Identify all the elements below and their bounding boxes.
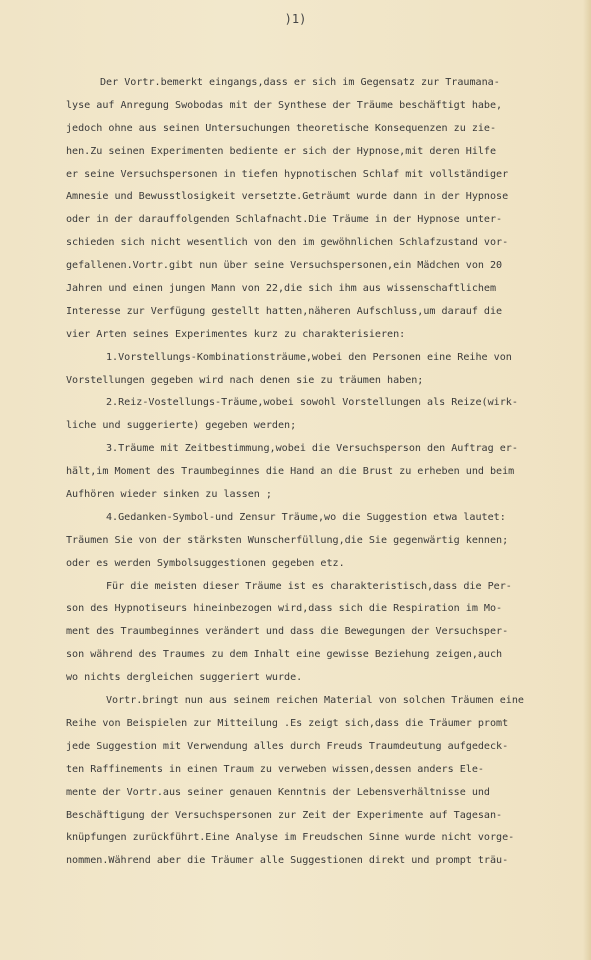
text-line: Der Vortr.bemerkt eingangs,dass er sich im Gegensatz zur Traumana-	[100, 77, 500, 88]
text-line: lyse auf Anregung Swobodas mit der Synthese der Träume beschäftigt habe,	[66, 99, 503, 111]
text-line: Vortr.bringt nun aus seinem reichen Material von solchen Träumen eine	[106, 695, 524, 707]
text-line: Reihe von Beispielen zur Mitteilung .Es zeigt sich,dass die Träumer promt	[66, 717, 509, 729]
paper-edge	[583, 0, 591, 960]
text-line: 2.Reiz-Vostellungs-Träume,wobei sowohl Vorstellungen als Reize(wirk-	[106, 397, 518, 409]
text-line: wo nichts dergleichen suggeriert wurde.	[66, 672, 303, 684]
text-line: hen.Zu seinen Experimenten bediente er sich der Hypnose,mit deren Hilfe	[66, 145, 497, 157]
text-line: vier Arten seines Experimentes kurz zu charakterisieren:	[66, 328, 406, 340]
page-number: )1)	[284, 12, 307, 26]
text-line: son des Hypnotiseurs hineinbezogen wird,dass sich die Respiration im Mo-	[66, 603, 503, 615]
text-line: er seine Versuchspersonen in tiefen hypnotischen Schlaf mit vollständiger	[66, 168, 509, 180]
text-line: Aufhören wieder sinken zu lassen ;	[66, 489, 272, 501]
text-line: son während des Traumes zu dem Inhalt eine gewisse Beziehung zeigen,auch	[66, 649, 503, 661]
text-line: knüpfungen zurückführt.Eine Analyse im Freudschen Sinne wurde nicht vorge-	[66, 832, 515, 844]
text-line: 1.Vorstellungs-Kombinationsträume,wobei den Personen eine Reihe von	[106, 351, 512, 363]
text-line: Träumen Sie von der stärksten Wunscherfüllung,die Sie gegenwärtig kennen;	[66, 534, 509, 546]
text-line: 3.Träume mit Zeitbestimmung,wobei die Versuchsperson den Auftrag er-	[106, 443, 518, 455]
text-line: jedoch ohne aus seinen Untersuchungen theoretische Konsequenzen zu zie-	[66, 122, 497, 134]
text-line: liche und suggerierte) gegeben werden;	[66, 420, 297, 432]
text-line: Für die meisten dieser Träume ist es charakteristisch,dass die Per-	[106, 580, 512, 592]
body-text	[66, 72, 584, 873]
text-line: 4.Gedanken-Symbol-und Zensur Träume,wo die Suggestion etwa lautet:	[106, 511, 506, 523]
text-line: oder es werden Symbolsuggestionen gegeben etz.	[66, 557, 345, 569]
text-line: nommen.Während aber die Träumer alle Suggestionen direkt und prompt träu-	[66, 855, 509, 867]
text-line: Vorstellungen gegeben wird nach denen sie zu träumen haben;	[66, 374, 424, 386]
text-line: oder in der darauffolgenden Schlafnacht.Die Träume in der Hypnose unter-	[66, 214, 503, 226]
text-line: Interesse zur Verfügung gestellt hatten,näheren Aufschluss,um darauf die	[66, 305, 503, 317]
text-line: Amnesie und Bewusstlosigkeit versetzte.Geträumt wurde dann in der Hypnose	[66, 191, 509, 203]
text-line: gefallenen.Vortr.gibt nun über seine Versuchspersonen,ein Mädchen von 20	[66, 260, 503, 272]
text-line: ment des Traumbeginnes verändert und dass die Bewegungen der Versuchsper-	[66, 626, 509, 638]
text-line: schieden sich nicht wesentlich von den im gewöhnlichen Schlafzustand vor-	[66, 237, 509, 249]
text-line: Jahren und einen jungen Mann von 22,die sich ihm aus wissenschaftlichem	[66, 283, 497, 295]
text-line: jede Suggestion mit Verwendung alles durch Freuds Traumdeutung aufgedeck-	[66, 740, 509, 752]
text-line: Beschäftigung der Versuchspersonen zur Zeit der Experimente auf Tagesan-	[66, 809, 503, 821]
text-line: hält,im Moment des Traumbeginnes die Hand an die Brust zu erheben und beim	[66, 466, 515, 478]
text-line: ten Raffinements in einen Traum zu verweben wissen,dessen anders Ele-	[66, 763, 484, 775]
text-line: mente der Vortr.aus seiner genauen Kenntnis der Lebensverhältnisse und	[66, 786, 490, 798]
